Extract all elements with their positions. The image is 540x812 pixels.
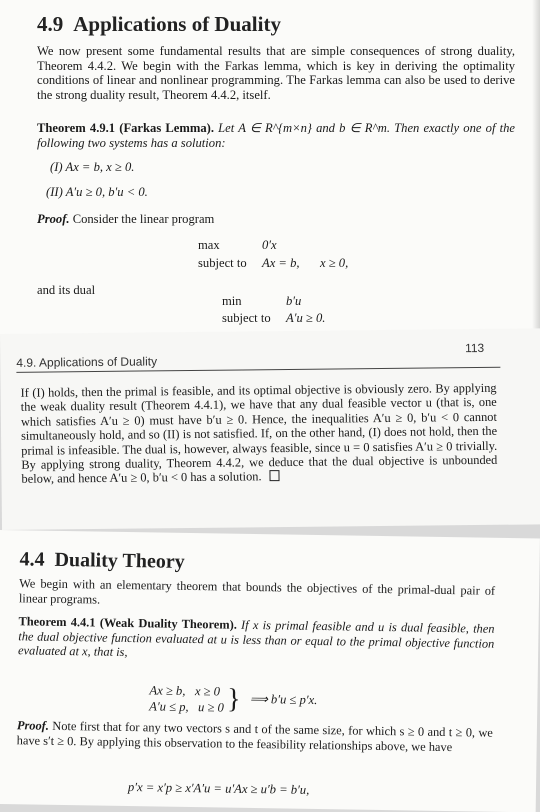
proof-continuation xyxy=(21,381,498,487)
proof-label-2: Proof. xyxy=(16,718,50,733)
proof-line xyxy=(37,212,214,227)
dual-min: min xyxy=(222,294,242,308)
primal-constraint-1: Ax = b, xyxy=(262,256,300,270)
dual-row-2 xyxy=(222,311,325,326)
running-head: 4.9. Applications of Duality xyxy=(16,354,158,370)
qed-box-icon xyxy=(269,471,279,482)
section-number-2: 4.4 xyxy=(19,548,45,571)
theorem-farkas xyxy=(37,121,515,150)
proof-text: Consider the linear program xyxy=(72,212,215,226)
theorem-weak-duality xyxy=(18,614,495,665)
proof-paragraph-2 xyxy=(17,718,493,755)
intro-paragraph-2: We begin with an elementary theorem that bounds the objectives of the primal-dual pair of linear programs. xyxy=(18,576,496,607)
weak-duality-conditions xyxy=(149,682,317,717)
theorem-body: Let A ∈ R^{m×n} and b ∈ R^m. Then exactly one of the following two systems has a solution: xyxy=(37,121,515,150)
final-equation: p′x = x′p ≥ x′A′u = u′Ax ≥ u′b = b′u, xyxy=(127,780,310,797)
condition-row-1: Ax ≥ b, x ≥ 0 xyxy=(149,683,221,699)
implies-conclusion: ⟹ b′u ≤ p′x. xyxy=(249,691,318,707)
section-title-2: Duality Theory xyxy=(54,548,185,573)
proof-continuation-text: If (I) holds, then the primal is feasible, and its optimal objective is obviously zero. By applying the weak duality result (Theorem 4.4.1), we have that any dual feasible vector u (that is, one which satisfies A′u ≥ 0) must have b′u ≥ 0. Hence, the inequalities A′u ≥ 0, b′u < 0 cannot simultaneously hold, and so (II) is not satisfied. If, on the other hand, (I) does not hold, then the primal is infeasible. The dual is, however, always feasible, since u = 0 satisfies A′u ≥ 0 trivially. By applying strong duality, Theorem 4.4.2, we deduce that the dual objective is unbounded below, and hence A′u ≥ 0, b′u < 0 has a solution. xyxy=(20,380,498,487)
intro-paragraph: We now present some fundamental results that are simple consequences of strong duality, Theorem 4.4.2. We begin with the Farkas lemma, which is key in deriving the optimality conditions of linear and nonlinear programming. The Farkas lemma can also be used to derive the strong duality result, Theorem 4.4.2, itself. xyxy=(37,44,515,102)
page-bottom xyxy=(0,530,540,812)
primal-subject-to: subject to xyxy=(198,256,247,270)
section-number: 4.9 xyxy=(37,12,64,36)
theorem-body-2: If x is primal feasible and u is dual feasible, then the dual objective function evaluated at u is less than or equal to the primal objective function evaluated at x, that is, xyxy=(17,617,495,660)
page-number: 113 xyxy=(464,340,485,356)
section-title: Applications of Duality xyxy=(73,12,281,36)
dual-subject-to: subject to xyxy=(222,311,271,325)
primal-constraint-2: x ≥ 0, xyxy=(320,256,349,270)
page-middle xyxy=(0,328,540,530)
theorem-head: Theorem 4.9.1 (Farkas Lemma). xyxy=(37,121,214,135)
condition-row-2: A′u ≤ p, u ≥ 0 xyxy=(149,699,225,715)
primal-row-2 xyxy=(198,256,348,271)
dual-objective: b′u xyxy=(286,294,302,308)
dual-row-1 xyxy=(222,294,301,309)
primal-max: max xyxy=(198,238,220,252)
primal-row-1 xyxy=(198,238,277,253)
primal-objective: 0′x xyxy=(262,238,277,252)
and-its-dual: and its dual xyxy=(37,283,96,297)
proof-text-2: Note first that for any two vectors s and t of the same size, for which s ≥ 0 and t ≥ 0, we have s′t ≥ 0. By applying this observation to the feasibility relationships above, we have xyxy=(16,718,493,754)
system-I: (I) Ax = b, x ≥ 0. xyxy=(50,160,135,174)
right-brace-icon: } xyxy=(226,683,241,715)
section-heading xyxy=(37,12,281,37)
system-II: (II) A′u ≥ 0, b′u < 0. xyxy=(46,185,148,199)
page-top xyxy=(0,0,540,336)
section-heading-2 xyxy=(19,548,185,574)
theorem-head-2: Theorem 4.4.1 (Weak Duality Theorem). xyxy=(18,614,237,632)
proof-label: Proof. xyxy=(37,212,70,226)
dual-constraint: A′u ≥ 0. xyxy=(286,311,326,325)
